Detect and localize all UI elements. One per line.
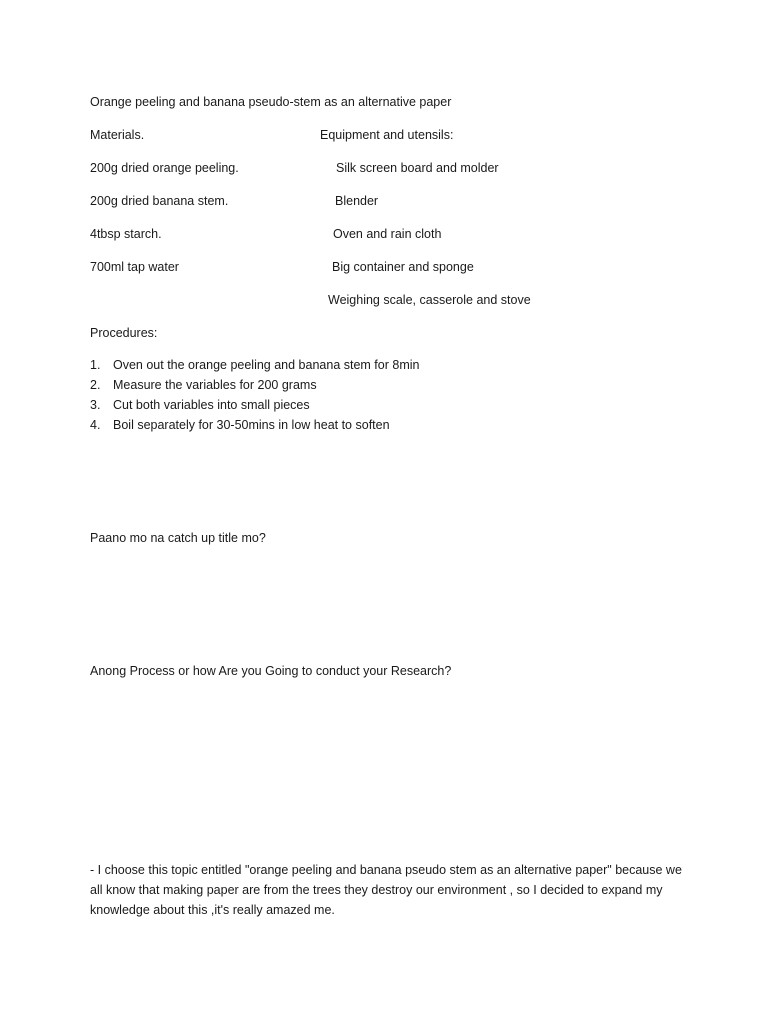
procedures-heading: Procedures: xyxy=(90,326,158,340)
procedure-step xyxy=(90,418,419,438)
document-title: Orange peeling and banana pseudo-stem as an alternative paper xyxy=(90,95,452,109)
procedure-step xyxy=(90,398,419,418)
step-text: Cut both variables into small pieces xyxy=(113,398,310,412)
materials-item: 200g dried orange peeling. xyxy=(90,161,239,175)
answer-paragraph: - I choose this topic entitled "orange peeling and banana pseudo stem as an alternative paper" because we all know that making paper are from the trees they destroy our environment , so I decided to expand my knowledge about this ,it's really amazed me. xyxy=(90,863,682,917)
procedure-step xyxy=(90,378,419,398)
equipment-heading: Equipment and utensils: xyxy=(320,128,454,142)
equipment-item: Big container and sponge xyxy=(332,260,474,274)
step-number: 1. xyxy=(90,358,101,372)
materials-item: 200g dried banana stem. xyxy=(90,194,229,208)
equipment-item: Weighing scale, casserole and stove xyxy=(328,293,531,307)
step-text: Oven out the orange peeling and banana stem for 8min xyxy=(113,358,420,372)
step-number: 4. xyxy=(90,418,101,432)
procedures-list xyxy=(90,358,419,438)
question-process: Anong Process or how Are you Going to conduct your Research? xyxy=(90,664,452,678)
equipment-item: Blender xyxy=(335,194,379,208)
step-text: Measure the variables for 200 grams xyxy=(113,378,317,392)
equipment-item: Silk screen board and molder xyxy=(336,161,499,175)
step-text: Boil separately for 30-50mins in low heat to soften xyxy=(113,418,390,432)
equipment-item: Oven and rain cloth xyxy=(333,227,442,241)
question-title: Paano mo na catch up title mo? xyxy=(90,531,266,545)
procedure-step xyxy=(90,358,419,378)
materials-heading: Materials. xyxy=(90,128,145,142)
step-number: 2. xyxy=(90,378,101,392)
materials-item: 700ml tap water xyxy=(90,260,179,274)
materials-item: 4tbsp starch. xyxy=(90,227,162,241)
step-number: 3. xyxy=(90,398,101,412)
